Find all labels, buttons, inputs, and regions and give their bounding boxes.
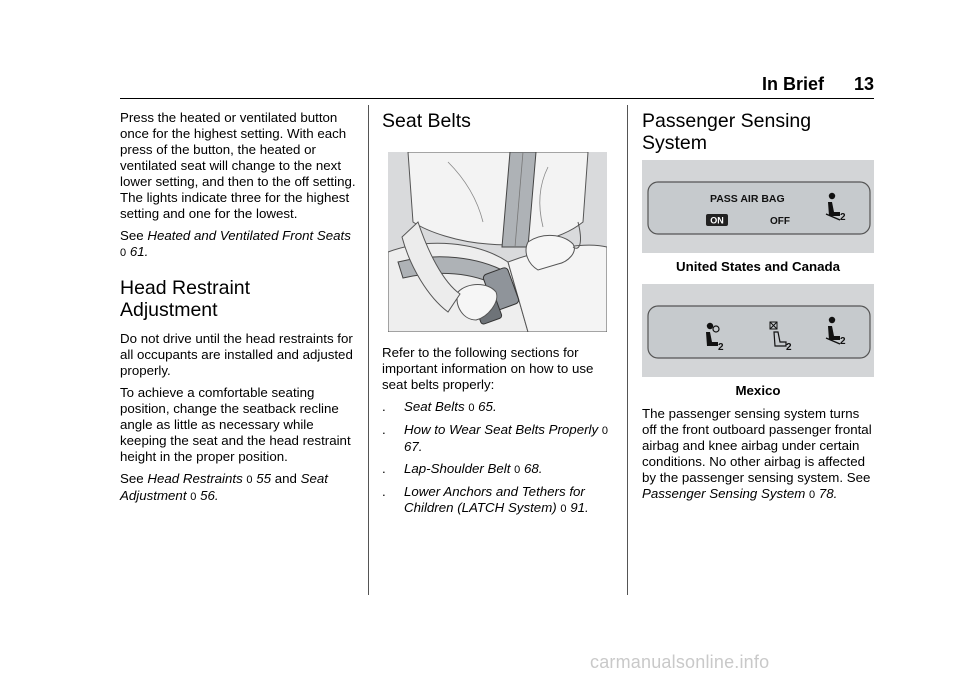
passenger-airbag-indicator-mexico xyxy=(642,284,874,377)
column-divider xyxy=(368,105,369,595)
xref-text: Lap-Shoulder Belt xyxy=(404,461,511,476)
xref-text: Head Restraints xyxy=(147,471,243,486)
xref-heated-seats[interactable]: Heated and Ventilated Front Seats 0 61. xyxy=(120,228,351,259)
seat-position-number: 2 xyxy=(786,342,792,353)
xref-page: 78 xyxy=(818,486,834,501)
page-arrow-icon: 0 xyxy=(809,489,816,501)
list-item xyxy=(382,461,622,478)
watermark: carmanualsonline.info xyxy=(590,652,770,672)
list-item xyxy=(382,399,622,416)
xref-page: 67 xyxy=(404,439,419,454)
column-divider xyxy=(627,105,628,595)
see-reference xyxy=(120,471,356,505)
xref-seat-adjustment[interactable]: Seat Adjustment 0 56. xyxy=(120,471,328,503)
seat-position-number: 2 xyxy=(840,336,846,347)
list-item xyxy=(382,484,622,517)
xref-text: Passenger Sensing System xyxy=(642,486,806,501)
column-left xyxy=(120,110,356,511)
figure-caption: Mexico xyxy=(735,383,781,398)
figure-caption: United States and Canada xyxy=(675,259,841,274)
xref-text: How to Wear Seat Belts Properly xyxy=(404,422,599,437)
page-arrow-icon: 0 xyxy=(120,247,127,259)
xref-text: Lower Anchors and Tethers for Children (LATCH System) xyxy=(404,484,585,515)
xref-page: 68 xyxy=(523,461,539,476)
paragraph-restraints: Do not drive until the head restraints for all occupants are installed and adjusted properly. xyxy=(120,331,353,378)
see-prefix: See xyxy=(120,471,144,486)
heading-line: Passenger Sensing xyxy=(642,110,812,132)
paragraph-heated-seats: Press the heated or ventilated button once for the highest setting. With each press of the button, the heated or ventilated seat will change to the next lower setting, and then to the off setting. The lights indicate three for the highest setting and one for the lowest. xyxy=(120,110,356,221)
paragraph-text: The passenger sensing system turns off the front outboard passenger frontal airbag and knee airbag under certain conditions. No other airbag is affected by the passenger sensing system. See xyxy=(642,406,872,485)
section-title: In Brief xyxy=(761,74,824,94)
column-middle xyxy=(382,110,618,142)
xref-head-restraints[interactable] xyxy=(147,471,271,486)
xref-link[interactable]: Lap-Shoulder Belt 0 68. xyxy=(404,461,543,476)
paragraph-passenger-sensing xyxy=(642,406,874,503)
xref-page: 65 xyxy=(478,399,493,414)
xref-page: 61 xyxy=(129,244,145,259)
xref-passenger-sensing[interactable]: Passenger Sensing System 0 78. xyxy=(642,486,838,501)
conjunction: and xyxy=(274,471,297,486)
pass-air-bag-label: PASS AIR BAG xyxy=(710,193,785,205)
passenger-sensing-text xyxy=(642,406,874,509)
xref-link[interactable]: How to Wear Seat Belts Properly 0 67. xyxy=(404,422,608,454)
xref-page: 55 xyxy=(256,471,272,486)
off-label: OFF xyxy=(770,216,790,227)
xref-text: Seat Adjustment xyxy=(120,471,328,503)
xref-page: 56 xyxy=(200,488,215,503)
heading-line: Head Restraint xyxy=(120,277,251,299)
heading-line: System xyxy=(642,132,708,154)
column-right xyxy=(642,110,874,154)
xref-text: Seat Belts xyxy=(404,399,465,414)
xref-page: 91 xyxy=(570,500,586,515)
page-arrow-icon: 0 xyxy=(190,491,197,503)
paragraph-seating: To achieve a comfortable seating position, change the seatback recline angle as little as necessary while keeping the seat and the head restraint height in the proper position. xyxy=(120,385,351,464)
passenger-airbag-indicator-us xyxy=(642,160,874,253)
page-arrow-icon: 0 xyxy=(601,425,608,437)
seat-position-number: 2 xyxy=(718,342,724,353)
page-header xyxy=(120,74,874,99)
page-arrow-icon: 0 xyxy=(514,464,521,476)
see-prefix: See xyxy=(120,228,144,243)
page-number: 13 xyxy=(853,74,874,94)
bullet-mark: . xyxy=(382,484,386,499)
xref-link[interactable]: Lower Anchors and Tethers for Children (LATCH System) 0 91. xyxy=(404,484,589,515)
see-reference xyxy=(120,228,356,261)
heading-head-restraint xyxy=(120,277,356,321)
seat-position-number: 2 xyxy=(840,212,846,223)
on-label: ON xyxy=(710,215,724,226)
seat-belt-text xyxy=(382,345,622,523)
heading-passenger-sensing xyxy=(642,110,874,154)
xref-link[interactable]: Seat Belts 0 65. xyxy=(404,399,497,414)
page-arrow-icon: 0 xyxy=(560,503,567,515)
bullet-mark: . xyxy=(382,461,386,476)
list-item xyxy=(382,422,622,455)
page-arrow-icon: 0 xyxy=(246,474,253,486)
paragraph-intro: Refer to the following sections for important information on how to use seat belts properly: xyxy=(382,345,594,392)
bullet-mark: . xyxy=(382,399,386,414)
heading-line: Adjustment xyxy=(120,299,218,321)
xref-text: Heated and Ventilated Front Seats xyxy=(147,228,351,243)
page-arrow-icon: 0 xyxy=(468,402,475,414)
bullet-mark: . xyxy=(382,422,386,437)
heading-seat-belts: Seat Belts xyxy=(382,110,471,132)
seat-belt-illustration xyxy=(388,152,607,332)
